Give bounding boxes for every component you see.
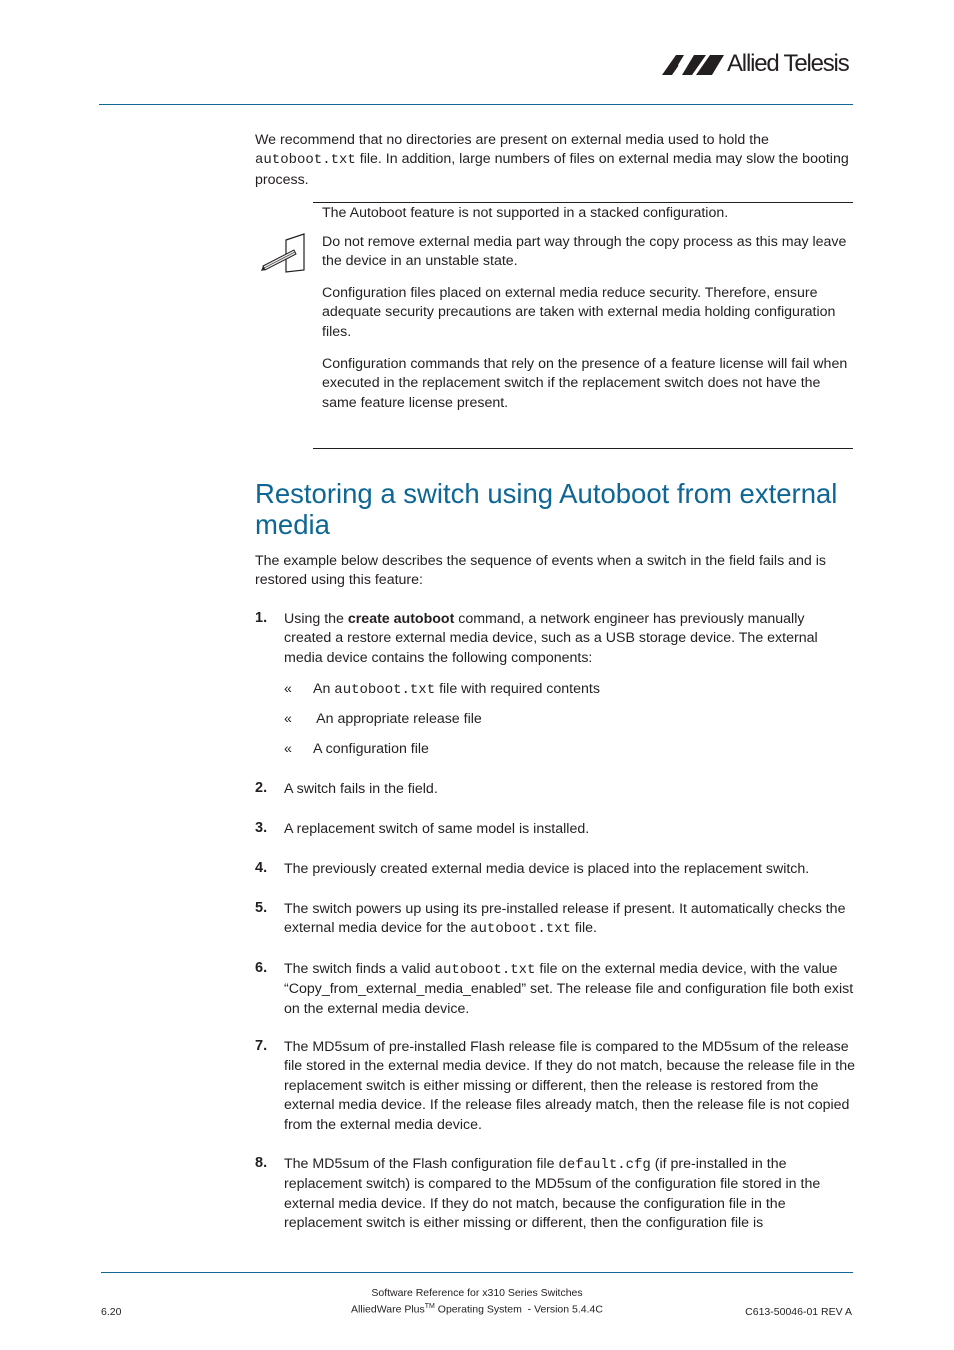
list-item-step-3 xyxy=(255,820,855,839)
list-item-step-1 xyxy=(255,610,855,668)
logo-mark-icon xyxy=(662,53,728,77)
intro-paragraph: We recommend that no directories are present on external media used to hold the autoboot.txt file. In addition, large numbers of files on external media may slow the booting process. xyxy=(255,132,849,188)
step-number: 2. xyxy=(255,780,268,796)
list-item-step-5 xyxy=(255,900,855,940)
company-logo xyxy=(660,50,856,80)
section-intro: The example below describes the sequence of events when a switch in the field fails and is restored using this feature: xyxy=(255,553,826,589)
list-item-step-4 xyxy=(255,860,855,879)
section-heading: Restoring a switch using Autoboot from external media xyxy=(255,478,838,540)
step-text: The switch finds a valid autoboot.txt file on the external media device, with the value “Copy_from_external_media_enabled” set. The release file and configuration file both exist on the external media device. xyxy=(284,961,854,1017)
step-number: 7. xyxy=(255,1038,268,1054)
step-text: A replacement switch of same model is installed. xyxy=(284,821,590,837)
step-text: The MD5sum of the Flash configuration file default.cfg (if pre-installed in the replacement switch) is compared to the MD5sum of the configuration file stored in the external media device. If they do not match, because the configuration file in the replacement switch is either missing or different, then the configuration file is xyxy=(284,1156,821,1232)
step-number: 3. xyxy=(255,820,268,836)
step-number: 6. xyxy=(255,960,268,976)
bullet-mark: « xyxy=(284,741,292,757)
step-number: 8. xyxy=(255,1155,268,1171)
list-item-step-8 xyxy=(255,1155,855,1234)
step-number: 1. xyxy=(255,610,268,626)
step-text: The MD5sum of pre-installed Flash release file is compared to the MD5sum of the release file stored in the external media device. If they do not match, because the release file in the replacement switch is either missing or different, then the release is restored from the external media device. If the release files already match, then the release file is not copied from the external media device. xyxy=(284,1039,855,1133)
header-rule xyxy=(99,104,853,105)
list-item-step-2 xyxy=(255,780,855,799)
footer-title: Software Reference for x310 Series Switches xyxy=(371,1287,583,1299)
note-item: The Autoboot feature is not supported in a stacked configuration. xyxy=(322,205,729,221)
footer-rule xyxy=(101,1272,853,1273)
note-pencil-icon xyxy=(260,232,308,274)
footer-subtitle: AlliedWare Plus™ Operating System - Version 5.4.4C xyxy=(351,1303,603,1316)
bullet-mark: « xyxy=(284,681,292,697)
note-item: Configuration files placed on external media reduce security. Therefore, ensure adequate security precautions are taken with external media holding configuration files. xyxy=(322,284,836,340)
footer-doc-id: C613-50046-01 REV A xyxy=(745,1306,852,1318)
list-item-step-7 xyxy=(255,1038,855,1135)
note-content xyxy=(322,204,852,413)
step-text: A switch fails in the field. xyxy=(284,781,438,797)
logo-wordmark: Allied Telesis xyxy=(727,50,849,77)
note-bottom-rule xyxy=(313,448,853,449)
note-top-rule xyxy=(313,202,853,203)
step-text: The previously created external media device is placed into the replacement switch. xyxy=(284,861,810,877)
note-item: Configuration commands that rely on the presence of a feature license will fail when executed in the replacement switch if the replacement switch does not have the same feature license present. xyxy=(322,355,848,411)
footer-page-number: 6.20 xyxy=(101,1306,122,1318)
bullet-mark: « xyxy=(284,711,292,727)
step-number: 4. xyxy=(255,860,268,876)
note-item: Do not remove external media part way through the copy process as this may leave the device in an unstable state. xyxy=(322,233,847,270)
step-text: Using the create autoboot command, a network engineer has previously manually created a restore external media device, such as a USB storage device. The external media device contains the following components: xyxy=(284,611,818,666)
step-number: 5. xyxy=(255,900,268,916)
list-item-step-6 xyxy=(255,960,855,1019)
step-text: The switch powers up using its pre-installed release if present. It automatically checks the external media device for the autoboot.txt file. xyxy=(284,901,846,938)
